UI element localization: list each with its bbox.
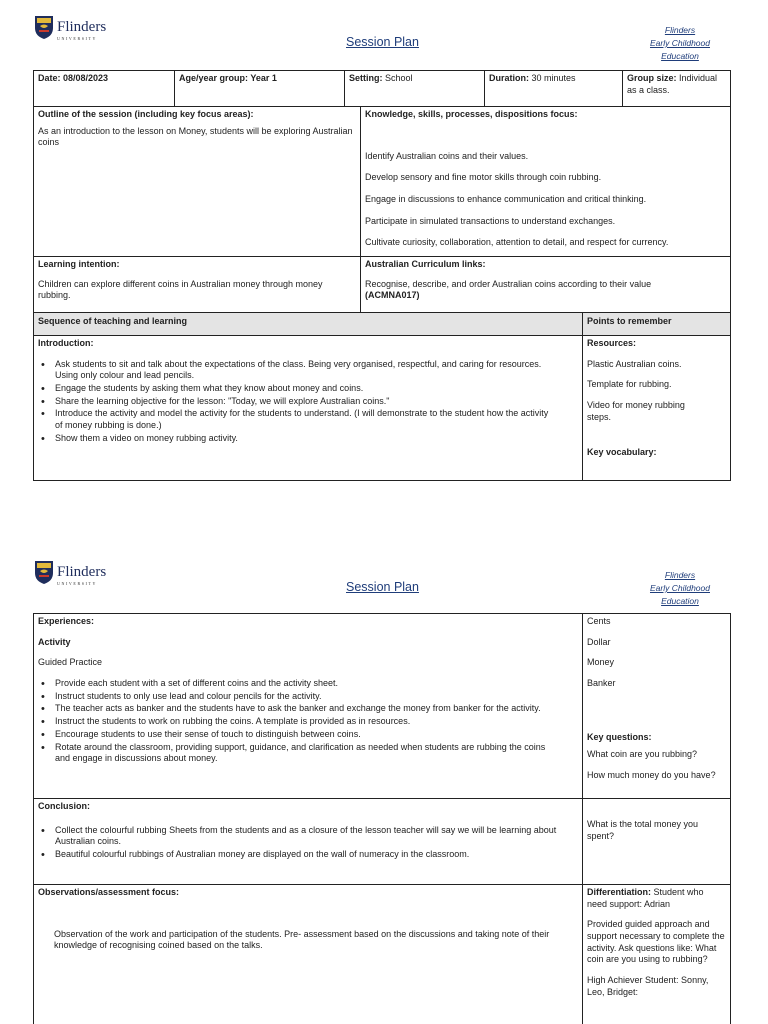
introduction-item: • Share the learning objective for the lesson: "Today, we will explore Australian coins." — [38, 396, 552, 408]
brand-line: Early Childhood — [649, 583, 710, 593]
differentiation-cell — [582, 885, 730, 1024]
introduction-item: • Engage the students by asking them what they know about money and coins. — [38, 383, 552, 395]
logo-name: Flinders — [57, 564, 107, 580]
brand-line: Education — [661, 596, 699, 606]
conclusion-list — [38, 825, 558, 861]
differentiation-support: Provided guided approach and support necessary to complete the activity. Ask questions like: What coin are you using to rubbing? — [587, 919, 725, 965]
resources-item: Plastic Australian coins. — [587, 358, 682, 369]
observations-row — [33, 885, 731, 1024]
key-question: What coin are you rubbing? — [587, 749, 698, 760]
activity-item: • Provide each student with a set of different coins and the activity sheet. — [38, 678, 558, 690]
learning-row — [33, 257, 731, 313]
vocabulary-heading: Key vocabulary: — [587, 447, 657, 458]
key-question: What is the total money you spent? — [587, 819, 699, 841]
group-size-value: Individual as a class. — [627, 73, 718, 95]
resources-item: Template for rubbing. — [587, 379, 672, 390]
duration-cell — [484, 71, 622, 106]
resources-cell — [582, 336, 730, 480]
curriculum-text: Recognise, describe, and order Australian coins according to their value — [365, 278, 652, 289]
setting-value: School — [382, 73, 413, 83]
outline-row — [33, 107, 731, 257]
activity-heading: Activity — [38, 636, 71, 647]
learning-text: Children can explore different coins in Australian money through money rubbing. — [38, 278, 323, 301]
outline-heading: Outline of the session (including key focus areas): — [38, 109, 254, 119]
page-header — [0, 545, 768, 615]
resources-heading: Resources: — [587, 338, 637, 348]
observations-text: Observation of the work and participation of the students. Pre- assessment based on the discussions and taking note of their knowledge of recognising coined based on the talks. — [54, 928, 550, 951]
vocabulary-item: Banker — [587, 678, 616, 689]
activity-item: • The teacher acts as banker and the students have to ask the banker and exchange the money from banker for the activity. — [38, 703, 558, 715]
brand-line: Flinders — [664, 570, 696, 580]
duration-label: Duration: — [489, 73, 529, 83]
flinders-logo — [34, 559, 106, 586]
date-cell: Date: 08/08/2023 — [38, 73, 109, 83]
vocabulary-cell — [582, 614, 730, 798]
introduction-heading: Introduction: — [38, 338, 94, 348]
guided-practice: Guided Practice — [38, 657, 103, 668]
experiences-heading: Experiences: — [38, 616, 95, 626]
introduction-list — [38, 359, 552, 445]
introduction-item: • Show them a video on money rubbing activity. — [38, 433, 552, 445]
activity-item: • Encourage students to use their sense of touch to distinguish between coins. — [38, 729, 558, 741]
vocabulary-item: Money — [587, 657, 615, 668]
logo-subtitle: UNIVERSITY — [57, 36, 97, 41]
knowledge-heading: Knowledge, skills, processes, dispositions focus: — [365, 109, 578, 119]
duration-value: 30 minutes — [529, 73, 576, 83]
age-group-cell: Age/year group: Year 1 — [174, 71, 344, 106]
knowledge-item: Cultivate curiosity, collaboration, attention to detail, and respect for currency. — [365, 237, 669, 248]
vocabulary-item: Cents — [587, 616, 611, 626]
introduction-item: • Introduce the activity and model the activity for the students to understand. (I will demonstrate to the student how the activity of money rubbing is done.) — [38, 408, 552, 431]
differentiation-value: Student who need support: Adrian — [587, 887, 704, 909]
conclusion-cell — [34, 799, 582, 884]
vocabulary-item: Dollar — [587, 636, 611, 647]
key-questions-heading: Key questions: — [587, 731, 652, 742]
setting-cell — [344, 71, 484, 106]
page-title: Session Plan — [346, 580, 419, 594]
knowledge-cell — [360, 107, 730, 256]
group-size-cell — [622, 71, 730, 106]
outline-cell — [34, 107, 360, 256]
introduction-item: • Ask students to sit and talk about the expectations of the class. Being very organised, respectful, and caring for resources. Using only colour and lead pencils. — [38, 359, 552, 382]
activity-item: • Instruct the students to work on rubbing the coins. A template is provided as in resources. — [38, 716, 558, 728]
curriculum-heading: Australian Curriculum links: — [365, 259, 486, 269]
conclusion-item: • Collect the colourful rubbing Sheets from the students and as a closure of the lesson teacher will say we will be learning about Australian coins. — [38, 825, 558, 848]
page-2 — [0, 545, 768, 1024]
brand-line: Flinders — [664, 25, 696, 35]
university-crest-icon — [34, 14, 54, 40]
knowledge-item: Participate in simulated transactions to understand exchanges. — [365, 215, 616, 226]
conclusion-item: • Beautiful colourful rubbings of Australian money are displayed on the wall of numeracy in the classroom. — [38, 849, 558, 861]
logo-subtitle: UNIVERSITY — [57, 581, 97, 586]
knowledge-item: Engage in discussions to enhance communication and critical thinking. — [365, 194, 647, 205]
knowledge-item: Develop sensory and fine motor skills through coin rubbing. — [365, 172, 602, 183]
introduction-row — [33, 336, 731, 481]
experiences-row — [33, 613, 731, 799]
brand-line: Education — [661, 51, 699, 61]
introduction-cell — [34, 336, 582, 480]
activity-list — [38, 678, 558, 765]
activity-item: • Rotate around the classroom, providing support, guidance, and clarification as needed when students are rubbing the coins and engage in discussions about money. — [38, 742, 558, 765]
outline-text: As an introduction to the lesson on Money, students will be exploring Australian coins — [38, 125, 353, 148]
experiences-cell — [34, 614, 582, 798]
learning-heading: Learning intention: — [38, 259, 120, 269]
curriculum-code: (ACMNA017) — [365, 290, 420, 301]
logo-name: Flinders — [57, 19, 107, 35]
knowledge-item: Identify Australian coins and their values. — [365, 150, 529, 161]
page-header — [0, 0, 768, 70]
flinders-logo — [34, 14, 106, 41]
conclusion-row — [33, 799, 731, 885]
session-details-row — [33, 70, 731, 107]
brand-link[interactable] — [650, 569, 710, 608]
university-crest-icon — [34, 559, 54, 585]
conclusion-heading: Conclusion: — [38, 801, 90, 811]
activity-item: • Instruct students to only use lead and colour pencils for the activity. — [38, 691, 558, 703]
key-question: How much money do you have? — [587, 770, 716, 781]
curriculum-cell — [360, 257, 730, 312]
differentiation-label: Differentiation: — [587, 887, 651, 897]
brand-line: Early Childhood — [649, 38, 710, 48]
page-title: Session Plan — [346, 35, 419, 49]
group-size-label: Group size: — [627, 73, 677, 83]
brand-link[interactable] — [650, 24, 710, 63]
high-achiever: High Achiever Student: Sonny, Leo, Bridget: — [587, 975, 709, 997]
observations-heading: Observations/assessment focus: — [38, 887, 180, 897]
sequence-header-row — [33, 313, 731, 336]
setting-label: Setting: — [349, 73, 383, 83]
sequence-heading: Sequence of teaching and learning — [38, 316, 188, 326]
learning-cell — [34, 257, 360, 312]
resources-item: Video for money rubbing steps. — [587, 400, 685, 422]
observations-cell — [34, 885, 582, 1024]
key-question-cell — [582, 799, 730, 884]
points-heading: Points to remember — [582, 313, 730, 335]
